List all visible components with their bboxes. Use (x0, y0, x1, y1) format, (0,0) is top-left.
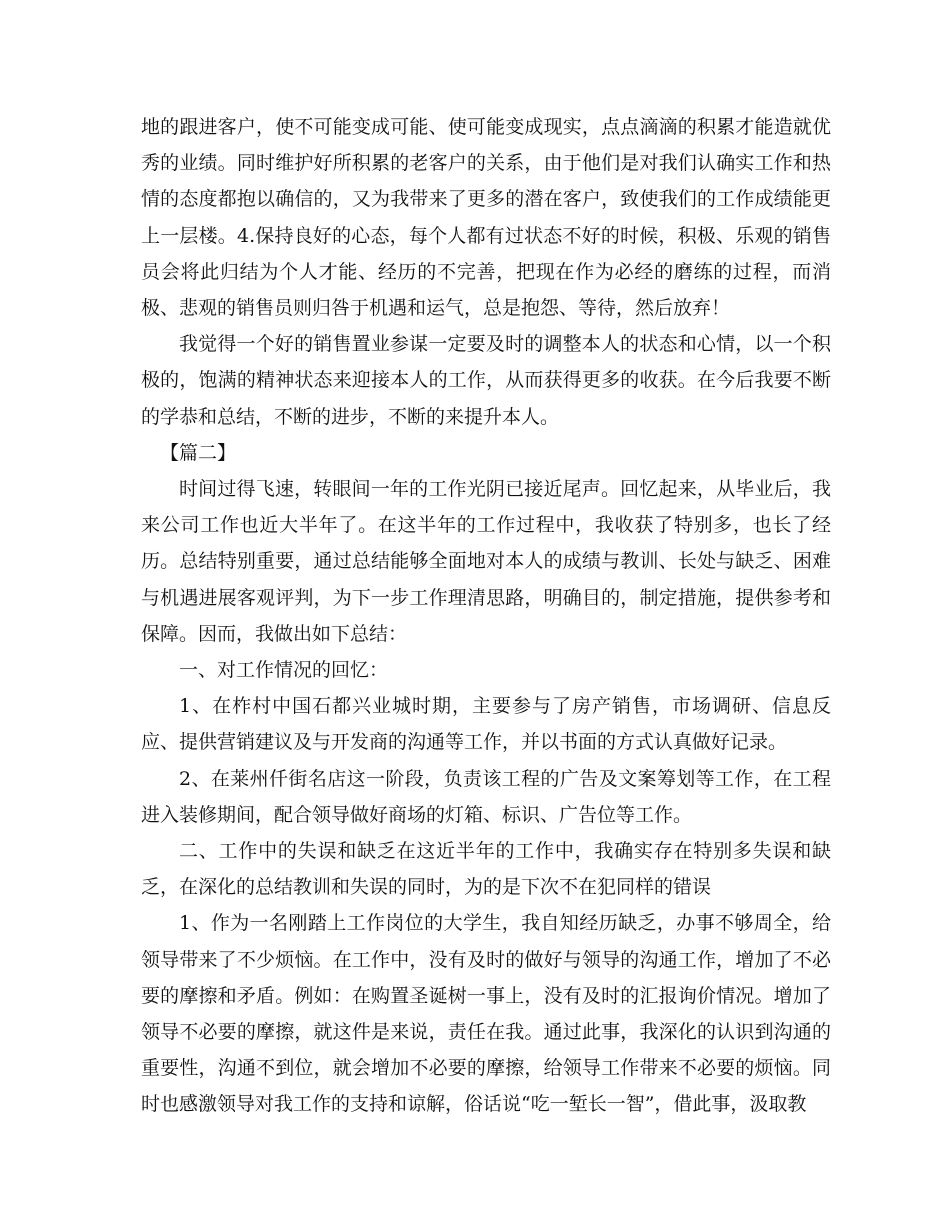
list-item-1: 1、在柞村中国石都兴业城时期，主要参与了房产销售，市场调研、信息反应、提供营销建议及与开发商的沟通等工作，并以书面的方式认真做好记录。 (141, 695, 831, 754)
list-item-3: 1、作为一名刚踏上工作岗位的大学生，我自知经历缺乏，办事不够周全，给领导带来了不少烦恼。在工作中，没有及时的做好与领导的沟通工作，增加了不必要的摩擦和矛盾。例如：在购置圣诞树一事上，没有及时的汇报询价情况。增加了领导不必要的摩擦，就这件是来说，责任在我。通过此事，我深化的认识到沟通的重要性，沟通不到位，就会增加不必要的摩擦，给领导工作带来不必要的烦恼。同时也感激领导对我工作的支持和谅解，俗话说“吃一堑长一智”，借此事，汲取教 (141, 912, 831, 1116)
paragraph-intro: 时间过得飞速，转眼间一年的工作光阴已接近尾声。回忆起来，从毕业后，我来公司工作也近大半年了。在这半年的工作过程中，我收获了特别多，也长了经历。总结特别重要，通过总结能够全面地对本人的成绩与教训、长处与缺乏、困难与机遇进展客观评判，为下一步工作理清思路，明确目的，制定措施，提供参考和保障。因而，我做出如下总结： (141, 478, 831, 645)
paragraph-reflection: 我觉得一个好的销售置业参谋一定要及时的调整本人的状态和心情，以一个积极的，饱满的精神状态来迎接本人的工作，从而获得更多的收获。在今后我要不断的学恭和总结，不断的进步，不断的来提升本人。 (141, 333, 831, 428)
document-body (141, 109, 831, 1123)
subheading-mistakes: 二、工作中的失误和缺乏在这近半年的工作中，我确实存在特别多失误和缺乏，在深化的总结教训和失误的同时，为的是下次不在犯同样的错误 (141, 840, 831, 899)
list-item-2: 2、在莱州仟街名店这一阶段，负责该工程的广告及文案筹划等工作，在工程进入装修期间，配合领导做好商场的灯箱、标识、广告位等工作。 (141, 767, 831, 826)
paragraph-continued: 地的跟进客户，使不可能变成可能、使可能变成现实，点点滴滴的积累才能造就优秀的业绩。同时维护好所积累的老客户的关系，由于他们是对我们认确实工作和热情的态度都抱以确信的，又为我带来了更多的潜在客户，致使我们的工作成绩能更上一层楼。4.保持良好的心态，每个人都有过状态不好的时候，积极、乐观的销售员会将此归结为个人才能、经历的不完善，把现在作为必经的磨练的过程，而消极、悲观的销售员则归咎于机遇和运气，总是抱怨、等待，然后放弃！ (141, 116, 831, 320)
subheading-work-review: 一、对工作情况的回忆： (179, 659, 389, 682)
section-heading-part-two: 【篇二】 (160, 441, 237, 464)
